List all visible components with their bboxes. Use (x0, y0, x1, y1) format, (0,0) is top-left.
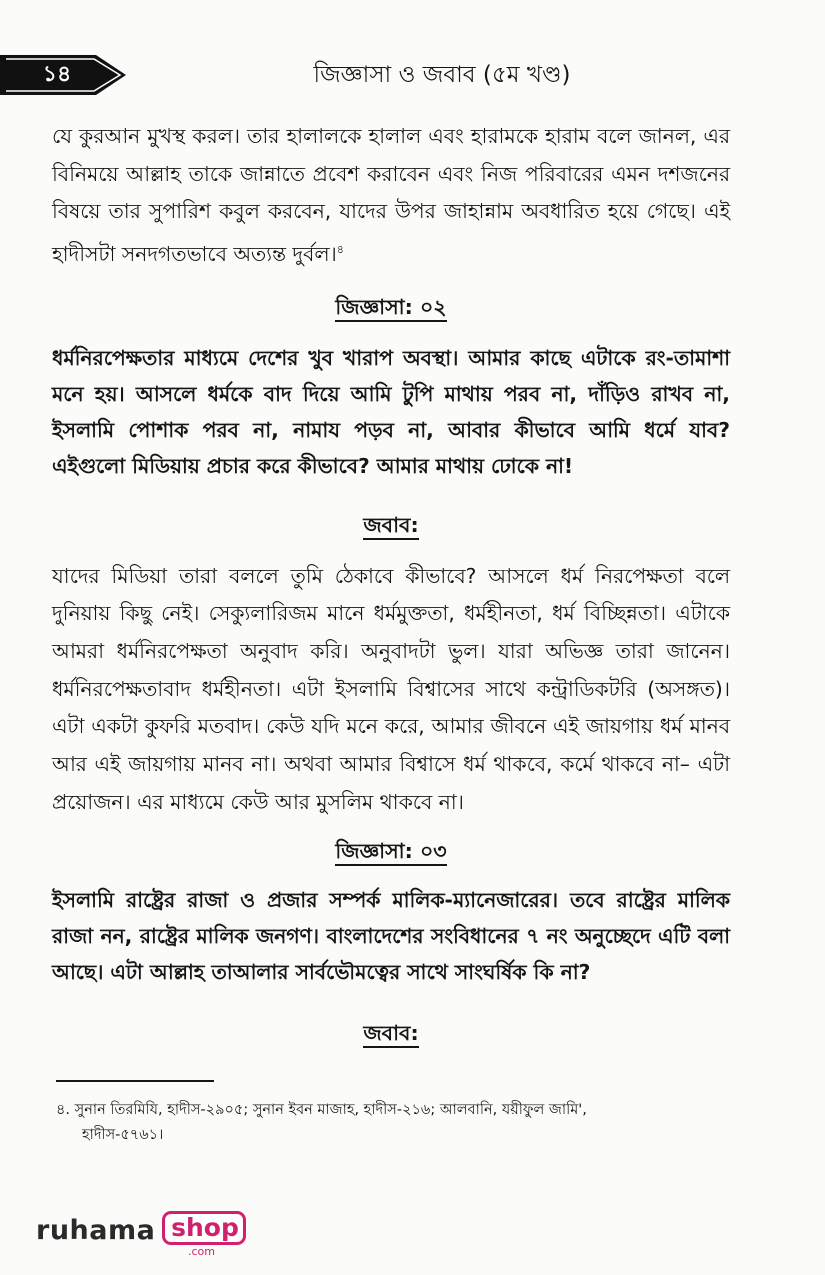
footnote-marker: ৪ (336, 243, 344, 257)
question-3-heading: জিজ্ঞাসা: ০৩ (52, 836, 730, 866)
footnote-line-2: হাদীস-৫৭৬১। (82, 1127, 164, 1143)
answer-2-heading: জবাব: (52, 510, 730, 540)
logo-ruhama-text: ruhama (36, 1215, 156, 1246)
intro-text: যে কুরআন মুখস্থ করল। তার হালালকে হালাল এবং হারামকে হারাম বলে জানল, এর বিনিময়ে আল্লাহ তাকে জান্নাতে প্রবেশ করাবেন এবং নিজ পরিবারের এমন দশজনের বিষয়ে তার সুপারিশ কবুল করবেন, যাদের উপর জাহান্নাম অবধারিত হয়ে গেছে। এই হাদীসটা সনদগতভাবে অত্যন্ত দুর্বল। (52, 124, 730, 266)
question-3-text: ইসলামি রাষ্ট্রের রাজা ও প্রজার সম্পর্ক মালিক-ম্যানেজারের। তবে রাষ্ট্রের মালিক রাজা নন, রাষ্ট্রের মালিক জনগণ। বাংলাদেশের সংবিধানের ৭ নং অনুচ্ছেদে এটি বলা আছে। এটা আল্লাহ তাআলার সার্বভৌমত্বের সাথে সাংঘর্ষিক কি না? (52, 887, 730, 984)
footnote-divider (56, 1080, 214, 1082)
footnote (56, 1098, 732, 1148)
ruhamashop-logo (36, 1211, 239, 1258)
question-2-text: ধর্মনিরপেক্ষতার মাধ্যমে দেশের খুব খারাপ অবস্থা। আমার কাছে এটাকে রং-তামাশা মনে হয়। আসলে ধর্মকে বাদ দিয়ে আমি টুপি মাথায় পরব না, দাঁড়িও রাখব না, ইসলামি পোশাক পরব না, নামায পড়ব না, আবার কীভাবে আমি ধর্মে যাব? এইগুলো মিডিয়ায় প্রচার করে কীভাবে? আমার মাথায় ঢোকে না! (52, 345, 730, 478)
page-number: ১৪ (42, 62, 72, 87)
logo-com-text: .com (188, 1245, 215, 1258)
answer-3-heading: জবাব: (52, 1018, 730, 1048)
footnote-line-1: ৪. সুনান তিরমিযি, হাদীস-২৯০৫; সুনান ইবন মাজাহ, হাদীস-২১৬; আলবানি, যয়ীফুল জামি', (56, 1102, 587, 1118)
question-2-heading: জিজ্ঞাসা: ০২ (52, 292, 730, 322)
answer-2-text: যাদের মিডিয়া তারা বললে তুমি ঠেকাবে কীভাবে? আসলে ধর্ম নিরপেক্ষতা বলে দুনিয়ায় কিছু নেই। সেক্যুলারিজম মানে ধর্মমুক্ততা, ধর্মহীনতা, ধর্ম বিচ্ছিন্নতা। এটাকে আমরা ধর্মনিরপেক্ষতা অনুবাদ করি। অনুবাদটা ভুল। যারা অভিজ্ঞ তারা জানেন। ধর্মনিরপেক্ষতাবাদ ধর্মহীনতা। এটা ইসলামি বিশ্বাসের সাথে কন্ট্রাডিকটরি (অসঙ্গত)। এটা একটা কুফরি মতবাদ। কেউ যদি মনে করে, আমার জীবনে এই জায়গায় ধর্ম মানব আর এই জায়গায় মানব না। অথবা আমার বিশ্বাসে ধর্ম থাকবে, কর্মে থাকবে না– এটা প্রয়োজন। এর মাধ্যমে কেউ আর মুসলিম থাকবে না। (52, 563, 730, 814)
intro-paragraph (52, 118, 730, 274)
running-title: জিজ্ঞাসা ও জবাব (৫ম খণ্ড) (313, 62, 571, 88)
page-body (52, 118, 730, 1048)
logo-shop-text: shop (171, 1213, 239, 1242)
